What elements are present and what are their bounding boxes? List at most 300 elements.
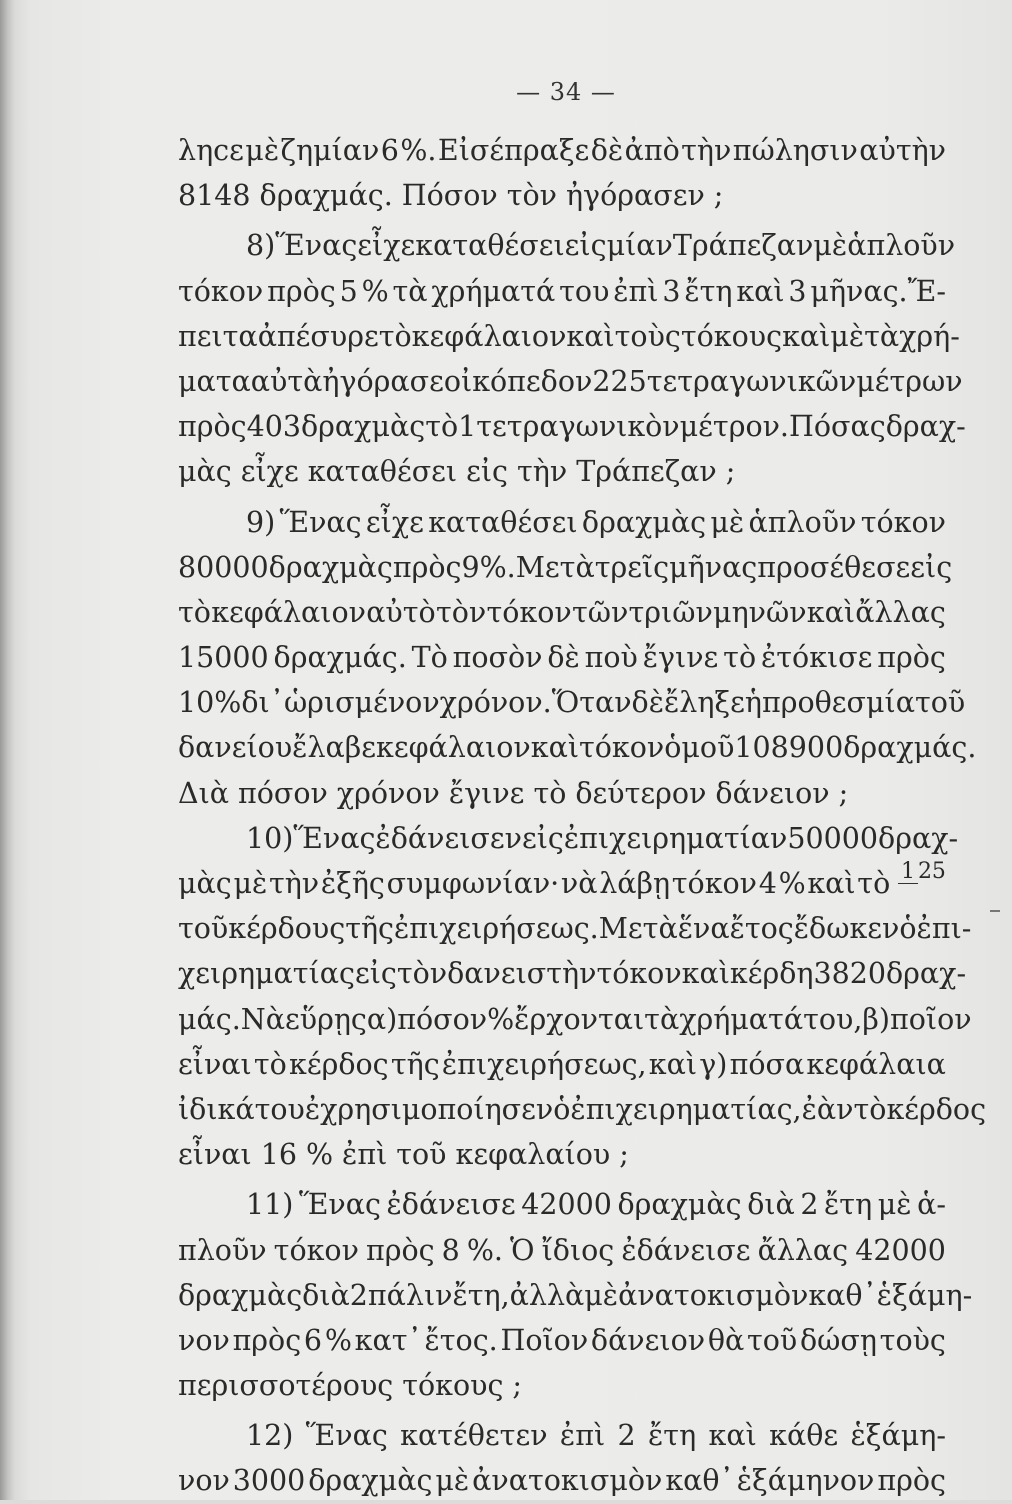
- text-line: [178, 1087, 987, 1132]
- text-line: [178, 1458, 946, 1503]
- word: εἶναι: [178, 1138, 252, 1172]
- word: Τὸ: [411, 641, 448, 675]
- word: ἐδάνεισε: [386, 1188, 516, 1222]
- word: Εἰσέπραξε: [437, 134, 590, 167]
- word: τοῦ: [746, 1323, 798, 1357]
- word: καὶ: [566, 319, 615, 353]
- word: ἐπιχειρήσεως.: [394, 912, 599, 946]
- word: ;: [713, 179, 724, 213]
- text-line: [178, 635, 946, 680]
- word: μηνῶν: [713, 595, 807, 629]
- word: τοὺς: [614, 319, 681, 353]
- word: ἕνα: [677, 912, 730, 946]
- word: ἴδιος: [541, 1233, 615, 1267]
- word: δανειστὴν: [447, 957, 597, 991]
- word: Ποῖον: [500, 1323, 589, 1357]
- text-line: [178, 314, 960, 359]
- word: μῆνας: [669, 550, 758, 584]
- word: %: [361, 274, 389, 308]
- text-line: [178, 1318, 946, 1363]
- fraction-denominator: 25: [917, 859, 946, 884]
- word: β): [862, 1002, 890, 1036]
- word: ἔληξε: [664, 686, 745, 720]
- word: 6: [303, 1323, 323, 1357]
- word: Ἕνας: [275, 229, 358, 263]
- word: αὐτὸ: [366, 595, 436, 629]
- word: Μετὰ: [515, 550, 595, 584]
- word: τόκον: [579, 731, 665, 765]
- word: ἁπλοῦν: [847, 229, 956, 263]
- text-line: [178, 951, 967, 996]
- word: ;: [619, 1138, 629, 1172]
- word: θὰ: [707, 1323, 745, 1357]
- word: Νὰ: [240, 1002, 285, 1036]
- word: εἶχε: [365, 505, 424, 539]
- word: δραχ-: [886, 957, 967, 991]
- word: τὴν: [268, 867, 320, 900]
- word: πρὸς: [267, 274, 336, 308]
- word: τὸ: [178, 595, 211, 629]
- word: ἐδάνεισεν: [375, 821, 522, 855]
- word: τοῦ: [914, 686, 966, 720]
- text-line: [178, 1132, 946, 1177]
- word: τῶν: [571, 595, 629, 629]
- word: ἐξῆς: [320, 867, 385, 900]
- word: τοὺς: [879, 1323, 946, 1357]
- word: %: [305, 1138, 334, 1172]
- word: κέρδη: [729, 957, 814, 991]
- word: τόκους: [680, 319, 783, 353]
- word: μέτρων: [856, 364, 963, 398]
- word: μίαν: [606, 229, 673, 263]
- word: καὶ: [806, 595, 856, 629]
- word: τετραγωνικῶν: [646, 364, 857, 398]
- word: 5: [339, 274, 358, 308]
- word: 8): [246, 229, 276, 263]
- word: καὶ: [782, 319, 831, 353]
- word: συμφωνίαν·: [386, 867, 560, 900]
- word: %.: [400, 134, 437, 167]
- word: ἔτη: [824, 1188, 873, 1222]
- word: χρήματά: [679, 1002, 804, 1036]
- word: μὲ: [584, 1278, 619, 1312]
- word: 9): [246, 505, 276, 539]
- word: κέρδος: [289, 1047, 389, 1081]
- word: %.: [466, 1233, 503, 1267]
- word: καθ᾽: [808, 1278, 877, 1312]
- word: 8: [441, 1233, 460, 1267]
- word: ἔτος.: [424, 1323, 498, 1357]
- word: ὁμοῦ: [664, 731, 735, 765]
- word: Ἕνας: [279, 505, 362, 539]
- word: πλοῦν: [178, 1233, 267, 1267]
- word: χρή-: [899, 319, 960, 353]
- word: καὶ: [530, 731, 579, 765]
- word: δανείου: [178, 731, 293, 765]
- word: χρόνον: [336, 776, 440, 810]
- word: δραχμὰς: [308, 1464, 433, 1498]
- word: κέρδος: [886, 1092, 987, 1126]
- word: ἐπὶ: [613, 274, 659, 308]
- word: ἠγόρασε: [322, 364, 444, 398]
- word: εἶχε: [357, 229, 416, 263]
- word: ποὺ: [584, 641, 638, 675]
- word: δώσῃ: [799, 1323, 877, 1357]
- text-line: [178, 223, 956, 268]
- word: 1: [458, 410, 477, 444]
- word: ἐπι-: [916, 912, 972, 946]
- word: καθ᾽: [665, 1464, 734, 1498]
- word: δάνειον: [715, 776, 830, 810]
- word: διὰ: [302, 1278, 350, 1312]
- word: καὶ: [736, 274, 785, 308]
- word: 403: [246, 410, 302, 444]
- word: ἀνατοκισμὸν: [618, 1278, 809, 1312]
- word: Μετὰ: [598, 912, 678, 946]
- word: λάβῃ: [599, 867, 671, 900]
- word: 12): [246, 1419, 294, 1453]
- word: 50000: [787, 821, 879, 855]
- word: τοῦ: [396, 1138, 447, 1172]
- word: ποῖον: [890, 1002, 972, 1036]
- word: ἁπλοῦν: [748, 505, 857, 539]
- word: αὐτὴν: [859, 134, 946, 167]
- text-line: [178, 771, 946, 816]
- word: ἔτη: [684, 274, 733, 308]
- word: ἔλαβε: [292, 731, 377, 765]
- word: ἄλλας: [757, 1233, 849, 1267]
- word: ἐὰν: [801, 1092, 854, 1126]
- word: αὐτὰ: [250, 364, 323, 398]
- word: ἀνατοκισμὸν: [472, 1464, 663, 1498]
- word: πειτα: [178, 319, 258, 353]
- word: δὲ: [547, 641, 580, 675]
- word: δραχμὰς: [617, 1188, 742, 1222]
- word: ὁ: [899, 912, 917, 946]
- text-line: [178, 173, 946, 218]
- word: κατέθετεν: [400, 1419, 548, 1453]
- word: κατ᾽: [354, 1323, 422, 1357]
- word: %.: [479, 550, 516, 584]
- word: του: [254, 1092, 305, 1126]
- word: 3: [788, 274, 807, 308]
- word: οἰκόπεδον: [443, 364, 593, 398]
- word: του,: [803, 1002, 863, 1036]
- word: ποσὸν: [452, 641, 543, 675]
- word: τὰ: [392, 274, 428, 308]
- word: τὸ: [378, 319, 412, 353]
- word: ἐπιχειρηματίας,: [570, 1092, 802, 1126]
- word: τόκον: [486, 595, 572, 629]
- word: κεφάλαια: [806, 1047, 946, 1081]
- word: πόσον: [397, 1002, 488, 1036]
- text-line: [178, 269, 946, 314]
- word: τὸ: [857, 867, 891, 900]
- word: πώλησιν: [732, 134, 858, 167]
- word: πρὸς: [178, 410, 247, 444]
- text-line: [178, 680, 966, 725]
- word: ἐχρησιμοποίησεν: [304, 1092, 554, 1126]
- word: καὶ: [648, 1047, 698, 1081]
- word: κεφάλαιον: [376, 731, 531, 765]
- word: τὴν: [681, 134, 732, 167]
- word: καὶ: [708, 1419, 757, 1453]
- word: τὸ: [253, 1047, 287, 1081]
- word: τρεῖς: [594, 550, 670, 584]
- word: τόκον: [596, 957, 682, 991]
- word: 2: [349, 1278, 368, 1312]
- word: μάς.: [178, 1002, 241, 1036]
- word: μὰς: [178, 867, 232, 900]
- word: πρὸς: [232, 1323, 302, 1357]
- word: 9: [461, 550, 480, 584]
- word: τόκον: [273, 1233, 359, 1267]
- word: μὲ: [245, 134, 280, 167]
- word: δι᾽ὡρισμένον: [241, 686, 440, 720]
- word: δραχμὰς: [268, 550, 393, 584]
- word: καταθέσει: [415, 229, 565, 263]
- word: κέρδους: [228, 912, 346, 946]
- word: ἁ-: [917, 1188, 946, 1222]
- word: εἰς: [910, 550, 953, 584]
- word: ἐπιχειρήσεως,: [441, 1047, 647, 1081]
- word: Ἕνας: [298, 1188, 381, 1222]
- word: 42000: [521, 1188, 612, 1222]
- word: κεφάλαιον: [411, 319, 567, 353]
- word: πρὸς: [365, 1233, 435, 1267]
- word: ἔτος: [729, 912, 794, 946]
- word: Ὁ: [510, 1233, 535, 1267]
- word: 10: [178, 686, 215, 720]
- word: χειρηματίας: [178, 957, 355, 991]
- word: Τράπεζαν: [672, 229, 814, 263]
- word: ἑξάμη-: [850, 1419, 946, 1453]
- fraction-numerator: 1: [898, 861, 918, 884]
- word: γ): [699, 1047, 728, 1081]
- word: νὰ: [560, 867, 598, 900]
- word: μῆνας.Ἔ-: [810, 274, 946, 308]
- word: 6: [380, 134, 399, 167]
- text-line: [178, 1363, 946, 1408]
- word: Πόσας: [789, 410, 886, 444]
- word: χρόνον.Ὅταν: [439, 686, 632, 720]
- word: δραχμάς.: [843, 731, 977, 765]
- word: ἐτόκισε: [760, 641, 873, 675]
- word: ἐδάνεισε: [621, 1233, 751, 1267]
- word: πρὸς: [392, 550, 462, 584]
- word: προθεσμία: [761, 686, 915, 720]
- word: τὸν: [435, 595, 487, 629]
- word: εὕρῃς: [284, 1002, 367, 1036]
- word: μὲ: [813, 229, 848, 263]
- word: α): [366, 1002, 398, 1036]
- text-line: [178, 404, 966, 449]
- word: καταθέσει: [428, 505, 578, 539]
- word: μὲ: [435, 1464, 470, 1498]
- word: εἶναι: [178, 1047, 252, 1081]
- word: καὶ: [681, 957, 730, 991]
- word: Ἕνας: [305, 1419, 388, 1453]
- word: τὸ: [533, 776, 567, 810]
- word: τὰ: [864, 319, 900, 353]
- word: 108900: [734, 731, 844, 765]
- text-line: [178, 1228, 946, 1273]
- word: δραχ-: [878, 821, 959, 855]
- page-body-text: [178, 128, 987, 1504]
- word: 3000: [232, 1464, 306, 1498]
- text-line: [178, 128, 946, 173]
- word: εἰς: [466, 455, 509, 489]
- word: %: [778, 867, 806, 900]
- word: δραχμάς.: [259, 179, 393, 213]
- word: δεύτερον: [575, 776, 707, 810]
- word: %: [214, 686, 242, 720]
- word: ἀλλὰ: [509, 1278, 585, 1312]
- word: τὸν: [396, 957, 448, 991]
- word: μὲ: [710, 505, 745, 539]
- word: τόκον: [860, 505, 946, 539]
- word: ἔγινε: [448, 776, 525, 810]
- word: ἐπιχειρηματίαν: [563, 821, 788, 855]
- word: τὰ: [644, 1002, 680, 1036]
- word: 225: [592, 364, 647, 398]
- word: κάθε: [769, 1419, 839, 1453]
- word: 4: [758, 867, 777, 900]
- word: δραχμὰς: [178, 1278, 303, 1312]
- word: εἶχε: [240, 455, 299, 489]
- text-line: [178, 1273, 973, 1318]
- word: τὸ: [723, 641, 757, 675]
- word: ;: [512, 1369, 523, 1403]
- word: νον: [178, 1323, 230, 1357]
- word: ἰδικά: [178, 1092, 255, 1126]
- text-line: [178, 997, 972, 1042]
- word: δὲ: [590, 134, 624, 167]
- word: εἰς: [354, 957, 397, 991]
- word: πρὸς: [877, 1464, 946, 1498]
- text-line: [178, 590, 946, 635]
- text-line: [178, 1182, 946, 1227]
- word: ἐπὶ: [342, 1138, 388, 1172]
- word: κεφάλαιον: [211, 595, 366, 629]
- word: τόκον: [671, 867, 758, 900]
- word: πόσον: [238, 776, 328, 810]
- text-line: [178, 816, 959, 861]
- word: 42000: [855, 1233, 946, 1267]
- word: 16: [260, 1138, 297, 1172]
- text-line: [178, 906, 972, 951]
- word: 80000: [178, 550, 269, 584]
- word: νον: [178, 1464, 230, 1498]
- word: κεφαλαίου: [455, 1138, 611, 1172]
- word: ἡ: [744, 686, 762, 720]
- word: 10): [246, 821, 294, 855]
- word: τῆς: [345, 912, 395, 946]
- word: ἔδωκεν: [793, 912, 900, 946]
- word: τὸ: [425, 410, 459, 444]
- word: 3: [662, 274, 681, 308]
- word: εἰς: [521, 821, 564, 855]
- word: δὲ: [631, 686, 664, 720]
- word: τόκους: [402, 1369, 504, 1403]
- word: μὰς: [178, 455, 232, 489]
- word: Ἕνας: [293, 821, 376, 855]
- word: μέτρον.: [679, 410, 789, 444]
- text-line: [178, 359, 963, 404]
- word: τοῦ: [178, 912, 229, 946]
- text-line: [178, 1413, 946, 1458]
- text-line: [178, 861, 946, 906]
- word: τῆς: [390, 1047, 440, 1081]
- word: δάνειον: [590, 1323, 706, 1357]
- word: 11): [246, 1188, 294, 1222]
- page-number: — 34 —: [516, 78, 616, 106]
- fraction: [898, 861, 946, 906]
- word: ἔρχονται: [514, 1002, 645, 1036]
- text-line: [178, 545, 953, 590]
- word: 2: [800, 1188, 819, 1222]
- word: ληϲε: [178, 134, 244, 167]
- word: περισσοτέρους: [178, 1369, 394, 1403]
- word: προσέθεσε: [757, 550, 911, 584]
- word: ζημίαν: [280, 134, 380, 167]
- word: ἑξάμηνον: [736, 1464, 875, 1498]
- word: ;: [838, 776, 849, 810]
- word: δραχ-: [885, 410, 966, 444]
- book-spine-shadow: [0, 0, 14, 1500]
- word: πάλιν: [367, 1278, 453, 1312]
- word: ἀπέσυρε: [257, 319, 379, 353]
- word: ;: [725, 455, 736, 489]
- text-line: [178, 1042, 946, 1087]
- word: ἀπὸ: [624, 134, 680, 167]
- word: 8148: [178, 179, 251, 213]
- word: ἠγόρασεν: [565, 179, 705, 213]
- text-line: [178, 725, 977, 770]
- word: μὲ: [877, 1188, 912, 1222]
- word: δραχμάς.: [273, 641, 407, 675]
- word: του: [559, 274, 610, 308]
- word: τὸν: [506, 179, 557, 213]
- word: Διὰ: [178, 776, 230, 810]
- word: καὶ: [807, 867, 856, 900]
- text-line: [178, 500, 946, 545]
- word: χρήματά: [431, 274, 556, 308]
- word: %: [487, 1002, 515, 1036]
- word: δραχμὰς: [301, 410, 426, 444]
- word: ἑξάμη-: [876, 1278, 973, 1312]
- word: τριῶν: [628, 595, 713, 629]
- word: %: [324, 1323, 352, 1357]
- word: ὁ: [553, 1092, 571, 1126]
- word: ματα: [178, 364, 251, 398]
- word: πρὸς: [877, 641, 946, 675]
- word: ἔτη,: [452, 1278, 510, 1312]
- word: Πόσον: [401, 179, 498, 213]
- word: διὰ: [747, 1188, 795, 1222]
- word: ἔτη: [648, 1419, 697, 1453]
- word: δραχμὰς: [581, 505, 707, 539]
- word: 15000: [178, 641, 269, 675]
- word: εἰς: [564, 229, 607, 263]
- word: πόσα: [729, 1047, 805, 1081]
- word: ἐπὶ: [559, 1419, 606, 1453]
- word: μὲ: [830, 319, 865, 353]
- text-line: [178, 449, 946, 494]
- word: τετραγωνικὸν: [476, 410, 680, 444]
- margin-mark: [990, 910, 1000, 912]
- word: τόκον: [178, 274, 264, 308]
